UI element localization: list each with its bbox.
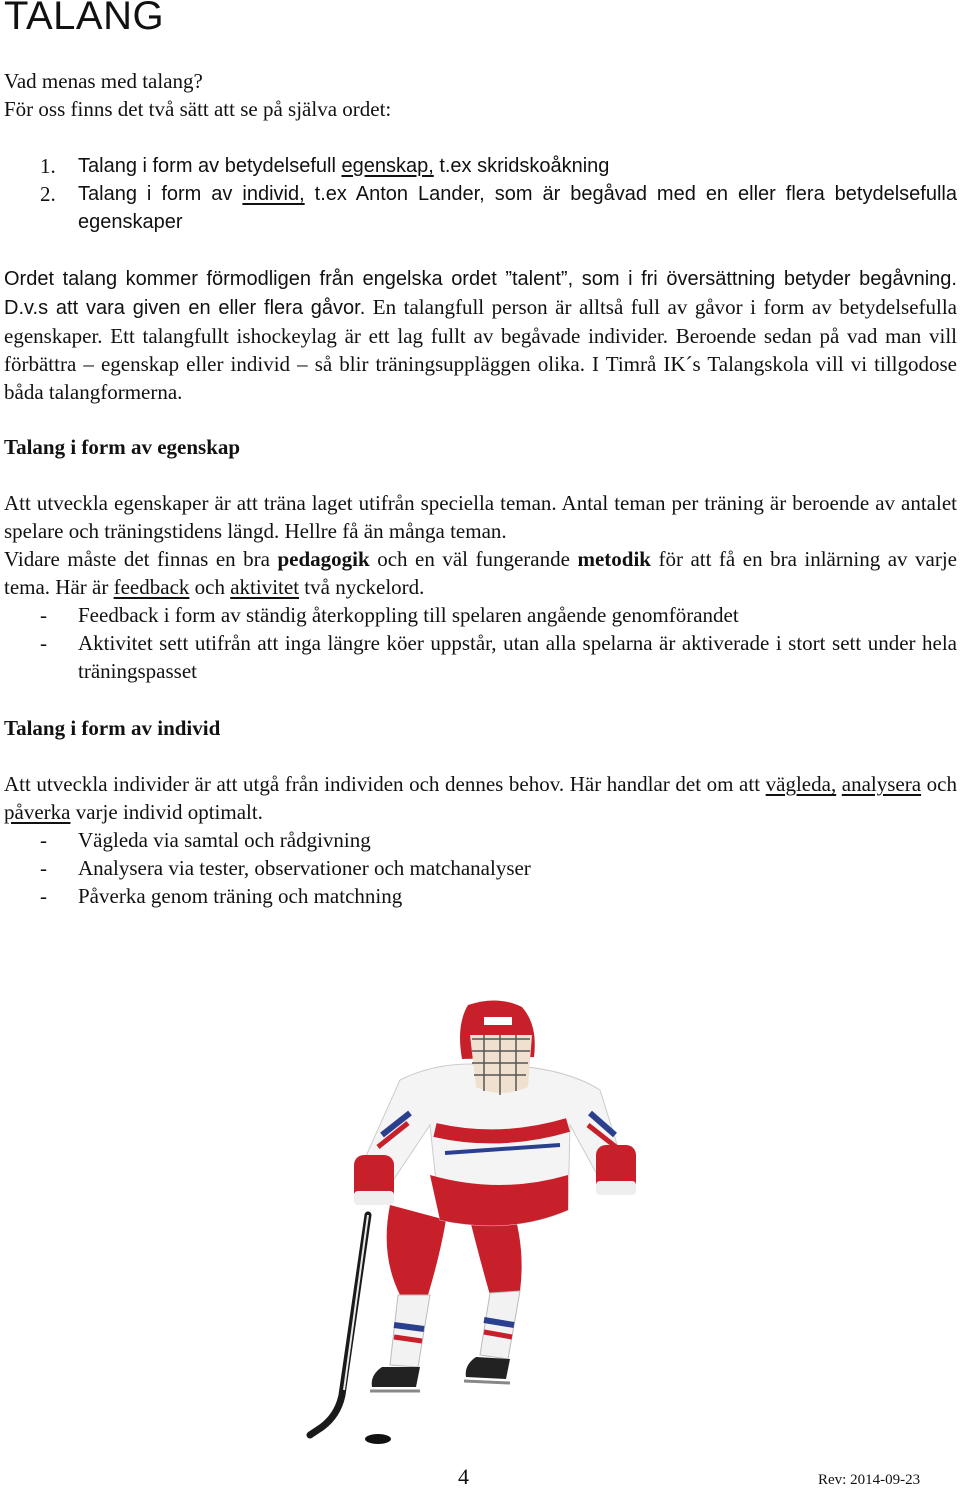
paragraph-talent: Ordet talang kommer förmodligen från engelska ordet ”talent”, som i fri översättning betyder begåvning. D.v.s att vara given en eller flera gåvor. En talangfull person är alltså full av gåvor i form av betydelsefulla egenskaper. Ett talangfullt ishockeylag är ett lag fullt av begåvade individer. Beroende sedan på vad man vill förbättra – egenskap eller individ – så blir träningsuppläggen olika. I Timrå IK´s Talangskola vill vi tillgodose båda talangformerna. (4, 268, 957, 404)
list-number: 1. (40, 154, 56, 178)
list-text: Feedback i form av ständig återkoppling till spelaren angående genomförandet (78, 603, 739, 627)
paragraph-individ: Att utveckla individer är att utgå från individen och dennes behov. Här handlar det om att vägleda, analysera och påverka varje individ optimalt. (4, 772, 957, 824)
list-item: - Analysera via tester, observationer och matchanalyser (0, 854, 960, 882)
intro-line: För oss finns det två sätt att se på själva ordet: (4, 97, 392, 121)
list-item (0, 152, 960, 180)
list-text: Talang i form av individ, t.ex Anton Lander, som är begåvad med en eller flera betydelsefulla egenskaper (78, 183, 957, 233)
page-number: 4 (458, 1464, 469, 1489)
list-number: 2. (40, 182, 56, 206)
list-text: Aktivitet sett utifrån att inga längre köer uppstår, utan alla spelarna är aktiverade i stort sett under hela träningspasset (78, 631, 957, 683)
list-text: Analysera via tester, observationer och matchanalyser (78, 856, 531, 880)
section-heading-individ: Talang i form av individ (4, 716, 221, 740)
paragraph-egenskap-1: Att utveckla egenskaper är att träna laget utifrån speciella teman. Antal teman per träning är beroende av antalet spelare och träningstidens längd. Hellre få än många teman. (4, 491, 957, 543)
list-item: - Feedback i form av ständig återkoppling till spelaren angående genomförandet (0, 601, 960, 629)
paragraph-egenskap-2: Vidare måste det finnas en bra pedagogik och en väl fungerande metodik för att få en bra inlärning av varje tema. Här är feedback och aktivitet två nyckelord. (4, 547, 957, 599)
list-item (0, 180, 960, 236)
list-item: - Påverka genom träning och matchning (0, 882, 960, 910)
page-title: TALANG (4, 0, 165, 38)
hockey-player-image (270, 995, 710, 1455)
list-text: Påverka genom träning och matchning (78, 884, 403, 908)
section-heading-egenskap: Talang i form av egenskap (4, 435, 241, 459)
list-text: Vägleda via samtal och rådgivning (78, 828, 371, 852)
intro-question: Vad menas med talang? (4, 69, 203, 93)
list-text: Talang i form av betydelsefull egenskap, t.ex skridskoåkning (78, 155, 610, 177)
list-item: - Aktivitet sett utifrån att inga längre köer uppstår, utan alla spelarna är aktiverade i stort sett under hela träningspasset (40, 631, 957, 683)
list-item: - Vägleda via samtal och rådgivning (0, 826, 960, 854)
revision-date: Rev: 2014-09-23 (818, 1472, 921, 1488)
